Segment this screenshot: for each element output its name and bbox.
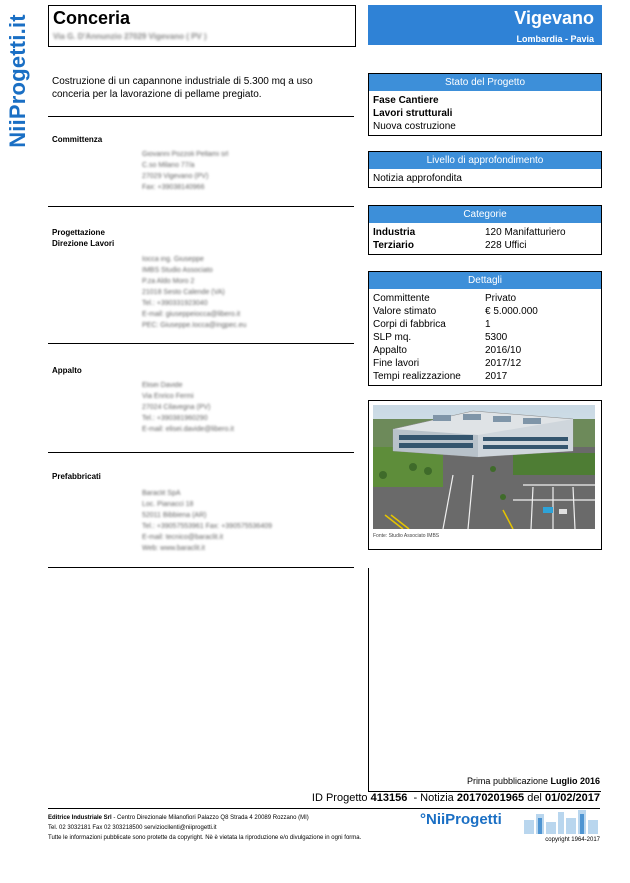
contact-line: Iocca ing. Giuseppe	[142, 256, 204, 263]
notizia-label: - Notizia	[407, 792, 457, 804]
dettaglio-value: 1	[485, 319, 491, 330]
dettaglio-value: 5300	[485, 332, 508, 343]
categoria-value: 120 Manifatturiero	[485, 227, 566, 238]
publisher-address: - Centro Direzionale Milanofiori Palazzo Q8 Strada 4 20089 Rozzano (MI)	[111, 815, 309, 821]
categorie-body	[369, 224, 601, 254]
first-publication	[467, 776, 600, 786]
contact-line: Web: www.baraclit.it	[142, 545, 205, 552]
dettaglio-row	[373, 344, 597, 357]
divider	[48, 452, 354, 453]
copyright: copyright 1964-2017	[545, 837, 600, 843]
section-body-prefabbricati	[142, 488, 272, 554]
section-body-progettazione	[142, 254, 246, 331]
notes-box	[368, 568, 601, 792]
dettaglio-row	[373, 370, 597, 383]
categoria-row	[373, 239, 597, 252]
skyline-icon	[522, 808, 600, 834]
vertical-logo-text: NiiProgetti.it	[5, 14, 30, 148]
stato-header: Stato del Progetto	[369, 74, 601, 92]
categorie-header: Categorie	[369, 206, 601, 224]
contact-line: P.za Aldo Moro 2	[142, 278, 195, 285]
stato-line: Nuova costruzione	[373, 121, 456, 132]
dettaglio-key: Fine lavori	[373, 358, 420, 369]
stato-line: Lavori strutturali	[373, 108, 453, 119]
section-label-progettazione: Progettazione Direzione Lavori	[52, 228, 115, 248]
dettagli-panel	[368, 271, 602, 386]
publisher-name: Editrice Industriale Srl	[48, 815, 112, 821]
categoria-row	[373, 226, 597, 239]
id-label: ID Progetto	[311, 792, 371, 804]
contact-line: PEC: Giuseppe.Iocca@ingpec.eu	[142, 322, 247, 329]
dettaglio-value: 2017/12	[485, 358, 522, 369]
section-body-committenza	[142, 149, 228, 193]
dettaglio-row	[373, 357, 597, 370]
dettaglio-value: Privato	[485, 293, 517, 304]
contact-line: E-mail: tecnico@baraclit.it	[142, 534, 224, 541]
project-image-panel	[368, 400, 602, 550]
dettaglio-row	[373, 331, 597, 344]
notizia-id: 20170201965	[456, 792, 525, 804]
categorie-panel	[368, 205, 602, 255]
divider	[48, 567, 354, 568]
region-name: Lombardia - Pavia	[516, 34, 594, 44]
del-label: del	[524, 792, 545, 804]
section-label-committenza: Committenza	[52, 135, 103, 144]
section-label-appalto: Appalto	[52, 366, 82, 375]
project-rendering-image	[373, 405, 595, 529]
contact-line: 27024 Cilavegna (PV)	[142, 404, 211, 411]
contact-line: Giovanni Pozzoli Pellami srl	[142, 151, 229, 158]
dettagli-body	[369, 290, 601, 385]
contact-line: 52011 Bibbiena (AR)	[142, 512, 207, 519]
dettaglio-row	[373, 318, 597, 331]
contact-line: 21018 Sesto Calende (VA)	[142, 289, 225, 296]
livello-header: Livello di approfondimento	[369, 152, 601, 170]
title-box	[48, 5, 356, 47]
stato-body	[369, 92, 601, 135]
vertical-logo	[6, 6, 30, 156]
contact-line: Via Enrico Fermi	[142, 393, 194, 400]
dettaglio-row	[373, 292, 597, 305]
footer-copyright-note: Tutte le informazioni pubblicate sono protette da copyright. Nè è vietata la riproduzione e/o divulgazione in ogni forma.	[48, 835, 362, 841]
contact-line: Elisei Davide	[142, 382, 183, 389]
city-name: Vigevano	[514, 8, 594, 28]
dettaglio-value: 2017	[485, 371, 508, 382]
section-label-prefabbricati: Prefabbricati	[52, 472, 101, 481]
livello-value: Notizia approfondita	[373, 173, 462, 184]
contact-line: Tel.: +39057553961 Fax: +390575536409	[142, 523, 273, 530]
divider	[48, 343, 354, 344]
project-description: Costruzione di un capannone industriale di 5.300 mq a uso conceria per la lavorazione di pellame pregiato.	[52, 76, 313, 100]
contact-line: Fax: +39038140966	[142, 184, 205, 191]
footer-publisher-line	[48, 814, 309, 823]
project-id: 413156	[370, 792, 408, 804]
contact-line: IMBS Studio Associato	[142, 267, 213, 274]
categoria-key: Industria	[373, 227, 416, 238]
footer-logo	[420, 811, 502, 828]
project-id-line	[312, 792, 600, 804]
contact-line: Tel.: +390381960290	[142, 415, 208, 422]
divider	[48, 206, 354, 207]
dettaglio-value: € 5.000.000	[485, 306, 538, 317]
project-address: Via G. D'Annunzio 27029 Vigevano ( PV )	[53, 32, 207, 41]
footer-logo-text: °NiiProgetti	[420, 811, 502, 828]
categoria-value: 228 Uffici	[485, 240, 527, 251]
dettagli-header: Dettagli	[369, 272, 601, 290]
footer-divider	[48, 808, 600, 809]
divider	[48, 116, 354, 117]
dettaglio-key: Tempi realizzazione	[373, 371, 461, 382]
first-publication-date: Luglio 2016	[550, 776, 600, 786]
contact-line: C.so Milano 77/a	[142, 162, 195, 169]
page-title: Conceria	[53, 8, 131, 28]
dettaglio-key: Appalto	[373, 345, 407, 356]
dettaglio-row	[373, 305, 597, 318]
contact-line: E-mail: giuseppeiocca@libero.it	[142, 311, 241, 318]
contact-line: Baraclit SpA	[142, 490, 181, 497]
contact-line: E-mail: elisei.davide@libero.it	[142, 426, 234, 433]
first-publication-label: Prima pubblicazione	[466, 776, 551, 786]
dettaglio-key: Committente	[373, 293, 430, 304]
contact-line: 27029 Vigevano (PV)	[142, 173, 209, 180]
stato-line: Fase Cantiere	[373, 95, 439, 106]
stato-panel	[368, 73, 602, 136]
categoria-key: Terziario	[373, 240, 414, 251]
livello-panel	[368, 151, 602, 188]
contact-line: Loc. Pianacci 18	[142, 501, 194, 508]
dettaglio-value: 2016/10	[485, 345, 522, 356]
dettaglio-key: SLP mq.	[373, 332, 412, 343]
location-box	[368, 5, 602, 45]
image-caption: Fonte: Studio Associato IMBS	[373, 533, 440, 539]
section-body-appalto	[142, 380, 234, 435]
contact-line: Tel.: +390331923040	[142, 300, 208, 307]
notizia-date: 01/02/2017	[544, 792, 600, 804]
footer-contacts: Tel. 02 3032181 Fax 02 303218500 serviziocllenti@niiprogetti.it	[48, 825, 217, 831]
dettaglio-key: Corpi di fabbrica	[373, 319, 446, 330]
dettaglio-key: Valore stimato	[373, 306, 437, 317]
